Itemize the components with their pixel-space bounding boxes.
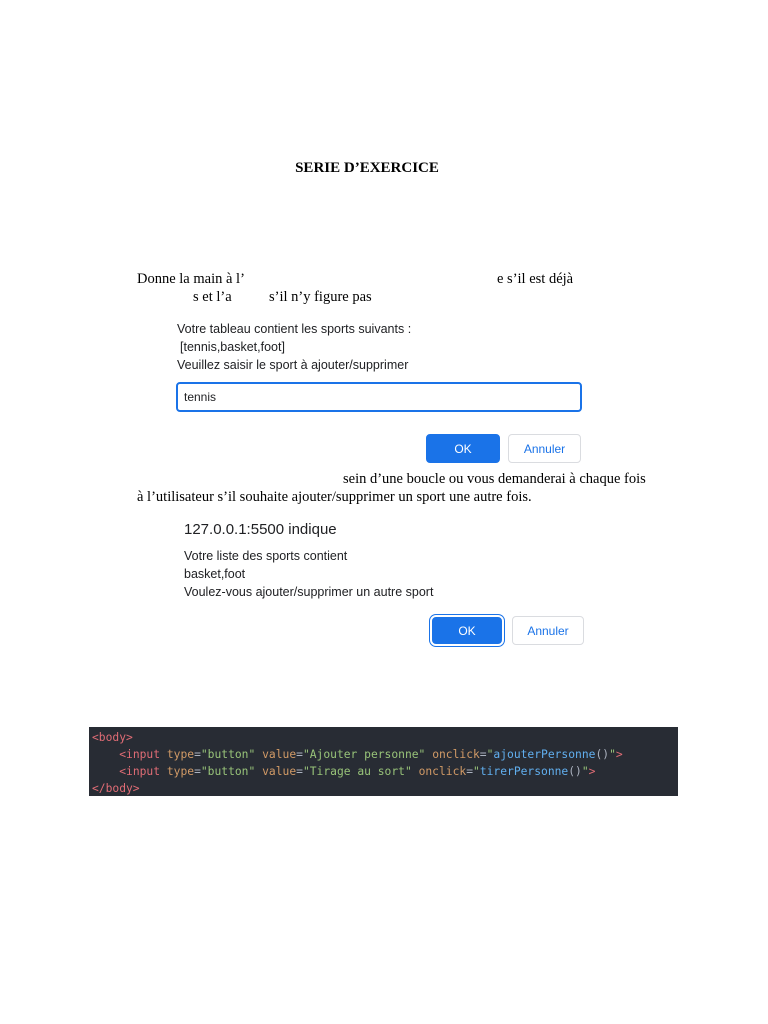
prompt-message-line2: [tennis,basket,foot]	[180, 340, 285, 354]
prompt-cancel-button[interactable]: Annuler	[508, 434, 581, 463]
confirm-cancel-button[interactable]: Annuler	[512, 616, 584, 645]
paragraph2-line2: à l’utilisateur s’il souhaite ajouter/supprimer un sport une autre fois.	[137, 489, 532, 505]
paragraph1-line2-end: s’il n’y figure pas	[269, 289, 372, 305]
confirm-message-line1: Votre liste des sports contient	[184, 549, 348, 563]
prompt-ok-button[interactable]: OK	[426, 434, 500, 463]
code-line-2: <input type="button" value="Ajouter personne" onclick="ajouterPersonne()">	[119, 748, 623, 761]
paragraph1-line2-start: s et l’a	[193, 289, 232, 305]
prompt-message-line3: Veuillez saisir le sport à ajouter/supprimer	[177, 358, 409, 372]
paragraph2-line1: sein d’une boucle ou vous demanderai à chaque fois	[343, 471, 646, 487]
page-title: SERIE D’EXERCICE	[295, 160, 439, 176]
code-line-3: <input type="button" value="Tirage au sort" onclick="tirerPersonne()">	[119, 765, 596, 778]
sport-input[interactable]	[176, 382, 582, 412]
confirm-message-line3: Voulez-vous ajouter/supprimer un autre sport	[184, 585, 434, 599]
code-line-4: </body>	[92, 782, 140, 795]
paragraph1-line1-end: e s’il est déjà	[497, 271, 574, 287]
confirm-message-line2: basket,foot	[184, 567, 246, 581]
confirm-ok-button[interactable]: OK	[432, 617, 502, 644]
confirm-dialog-header: 127.0.0.1:5500 indique	[184, 521, 337, 538]
code-snippet	[89, 727, 678, 796]
prompt-message-line1: Votre tableau contient les sports suivants :	[177, 322, 412, 336]
code-line-1: <body>	[92, 731, 133, 744]
paragraph1-line1-start: Donne la main à l’	[137, 271, 245, 287]
